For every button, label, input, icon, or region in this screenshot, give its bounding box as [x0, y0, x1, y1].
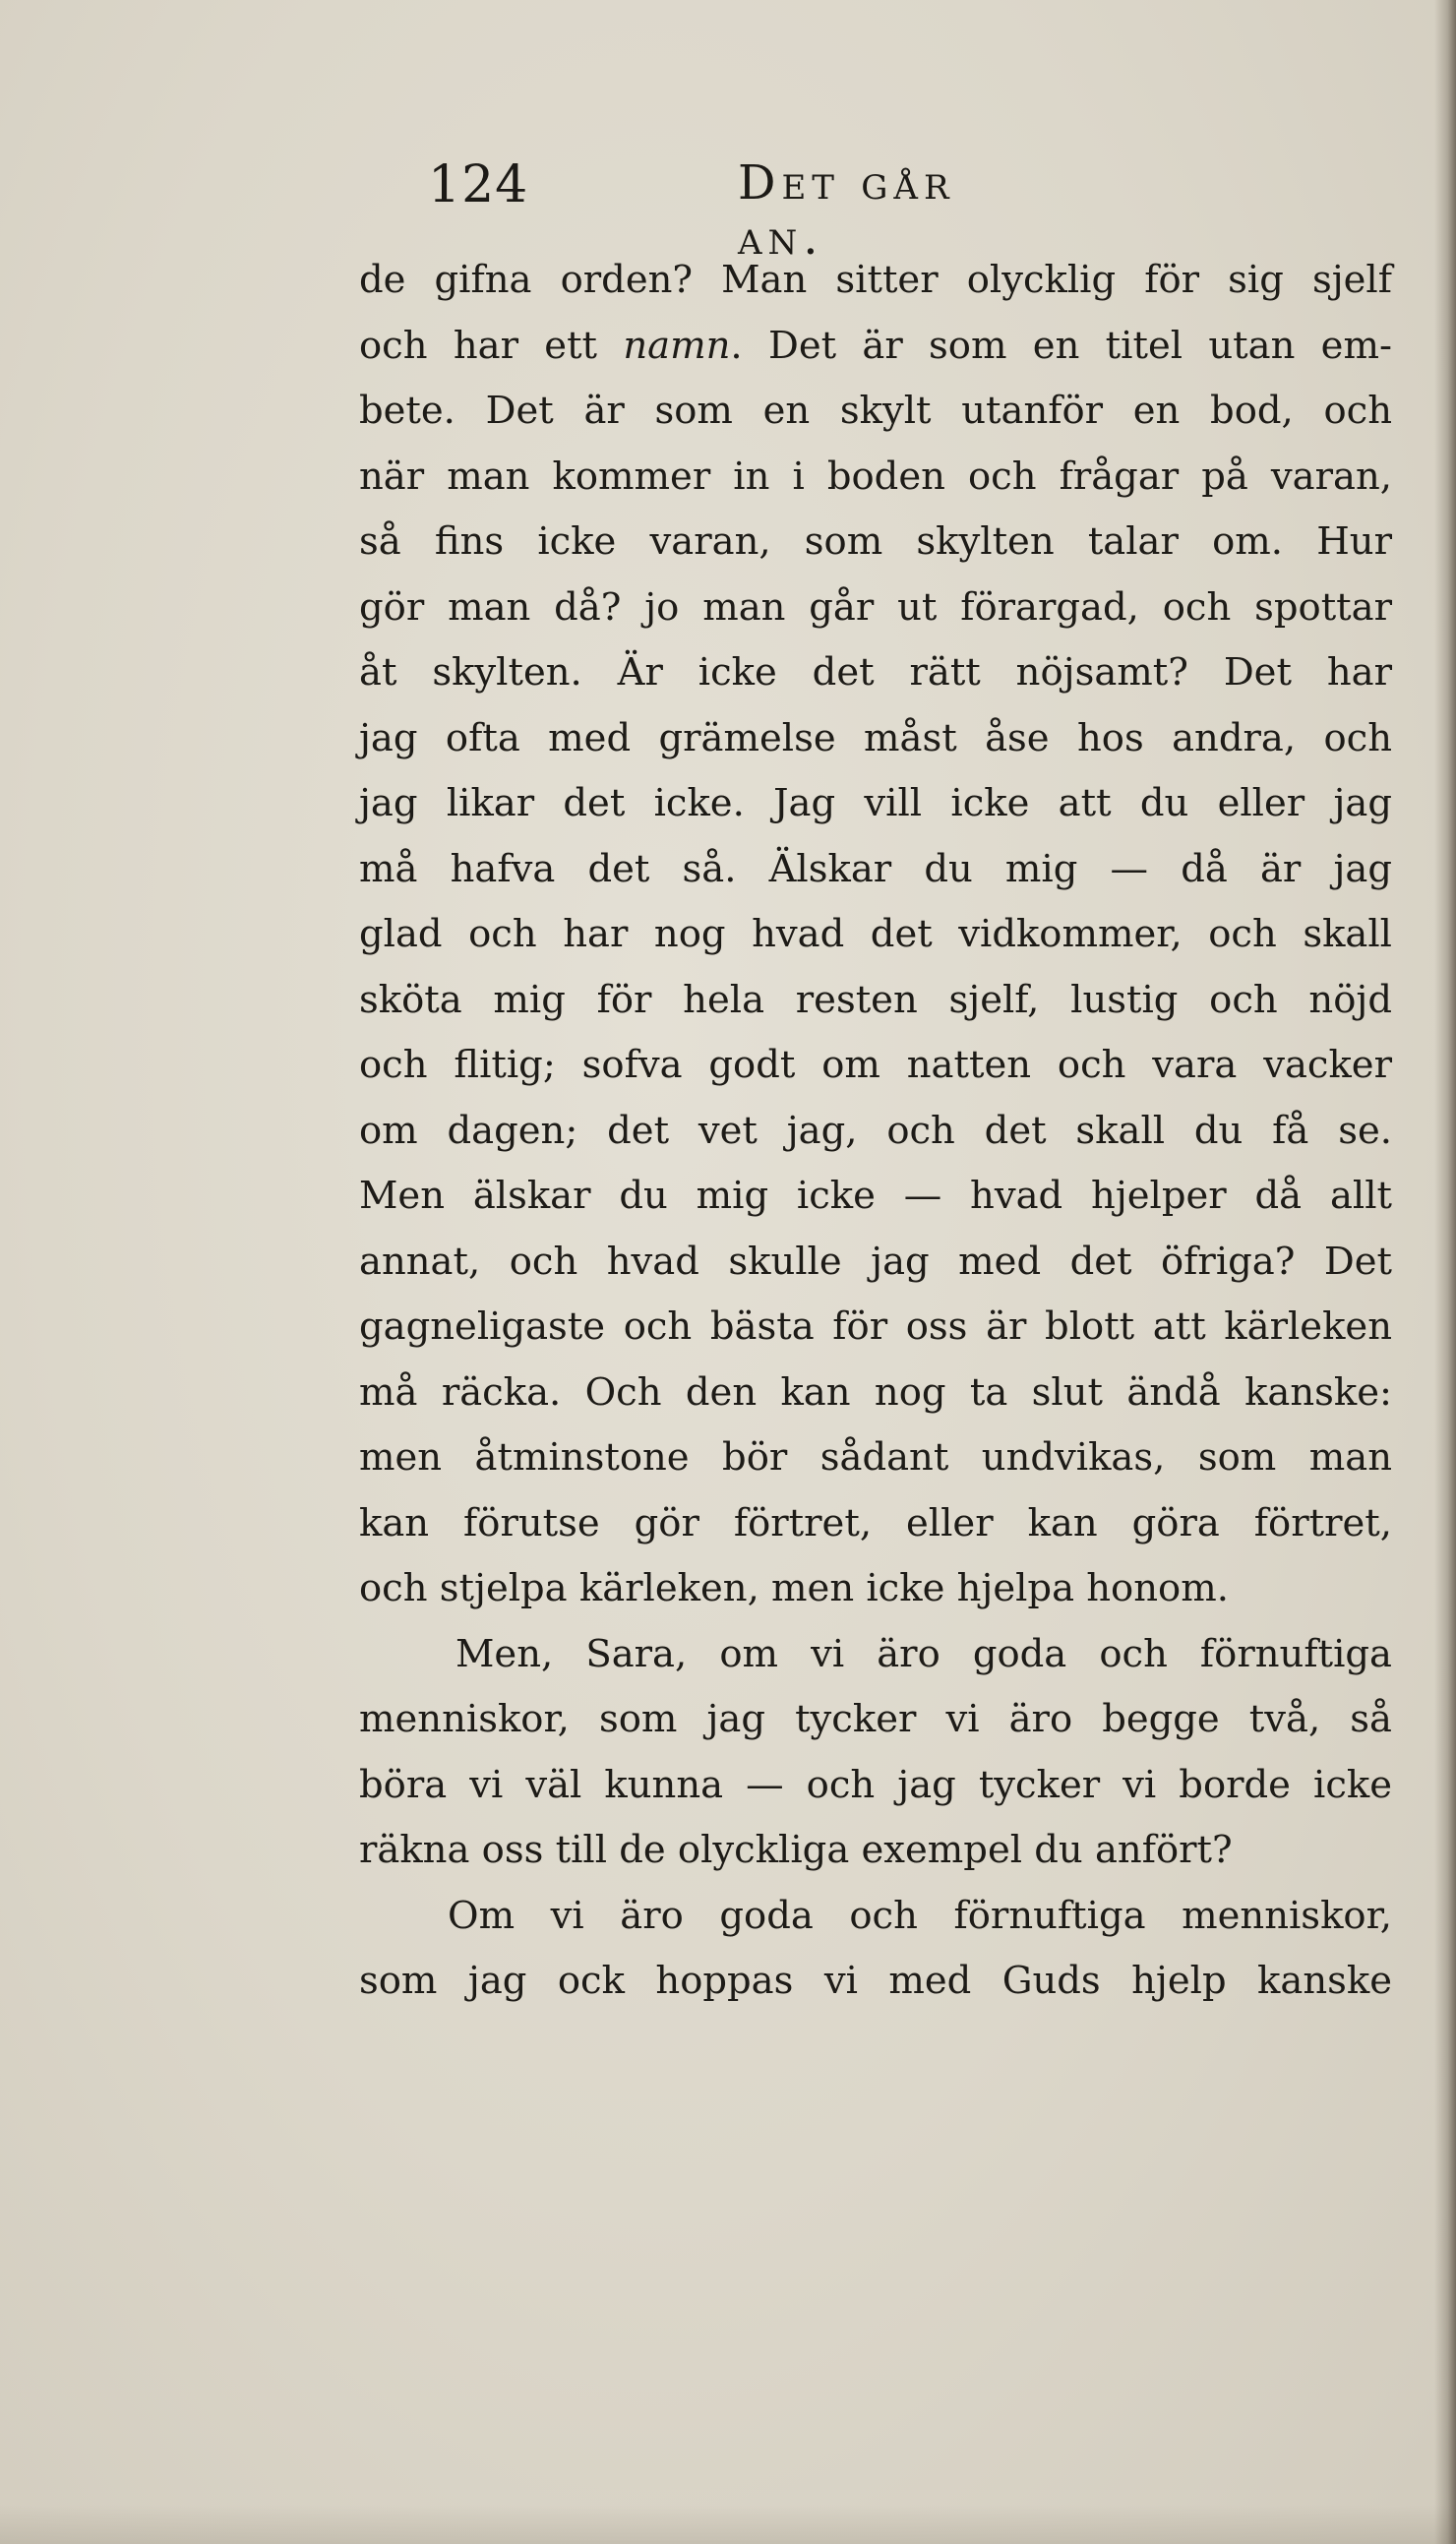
text-line: åt skylten. Är icke det rätt nöjsamt? Det har — [359, 650, 1392, 695]
text-line: som jag ock hoppas vi med Guds hjelp kanske — [359, 1959, 1392, 2003]
text-line: när man kommer in i boden och frågar på varan, — [359, 454, 1392, 499]
text-line: om dagen; det vet jag, och det skall du få se. — [359, 1108, 1392, 1153]
text-line: Men älskar du mig icke — hvad hjelper då allt — [359, 1174, 1392, 1218]
text-line: glad och har nog hvad det vidkommer, och skall — [359, 912, 1392, 956]
text-line: och stjelpa kärleken, men icke hjelpa honom. — [359, 1566, 1229, 1610]
text-fragment: . Det är som en titel utan em- — [730, 323, 1392, 368]
text-line: och flitig; sofva godt om natten och vara vacker — [359, 1043, 1392, 1087]
page-bottom-shade — [0, 2505, 1456, 2544]
text-fragment: och har ett — [359, 323, 598, 368]
text-line: men åtminstone bör sådant undvikas, som man — [359, 1435, 1392, 1480]
text-line: böra vi väl kunna — och jag tycker vi borde icke — [359, 1762, 1392, 1807]
text-line: de gifna orden? Man sitter olycklig för sig sjelf — [359, 258, 1392, 302]
text-line — [359, 314, 1392, 380]
text-line: jag likar det icke. Jag vill icke att du eller jag — [359, 781, 1392, 825]
text-line: må räcka. Och den kan nog ta slut ändå kanske: — [359, 1369, 1392, 1415]
text-line: gör man då? jo man går ut förargad, och spottar — [359, 584, 1392, 630]
text-line: annat, och hvad skulle jag med det öfriga? Det — [359, 1239, 1392, 1284]
text-line: Om vi äro goda och förnuftiga menniskor, — [448, 1893, 1392, 1938]
text-line: jag ofta med grämelse måst åse hos andra, och — [359, 715, 1392, 760]
text-line: kan förutse gör förtret, eller kan göra förtret, — [359, 1500, 1392, 1545]
page-number: 124 — [428, 155, 529, 214]
text-line: gagneligaste och bästa för oss är blott att kärleken — [359, 1304, 1392, 1349]
page-edge-shadow — [1434, 0, 1456, 2544]
running-head — [428, 155, 1038, 266]
text-line: menniskor, som jag tycker vi äro begge två, så — [359, 1697, 1392, 1741]
text-line: räkna oss till de olyckliga exempel du anfört? — [359, 1828, 1233, 1872]
text-line: så fins icke varan, som skylten talar om. Hur — [359, 519, 1392, 564]
text-line: bete. Det är som en skylt utanför en bod, och — [359, 389, 1392, 433]
text-line: må hafva det så. Älskar du mig — då är jag — [359, 846, 1392, 891]
italic-word: namn — [623, 323, 731, 368]
text-line: sköta mig för hela resten sjelf, lustig och nöjd — [359, 977, 1392, 1022]
text-line: Men, Sara, om vi äro goda och förnuftiga — [455, 1631, 1392, 1676]
body-text — [359, 248, 1392, 2015]
running-title: Det går an. — [738, 155, 955, 266]
